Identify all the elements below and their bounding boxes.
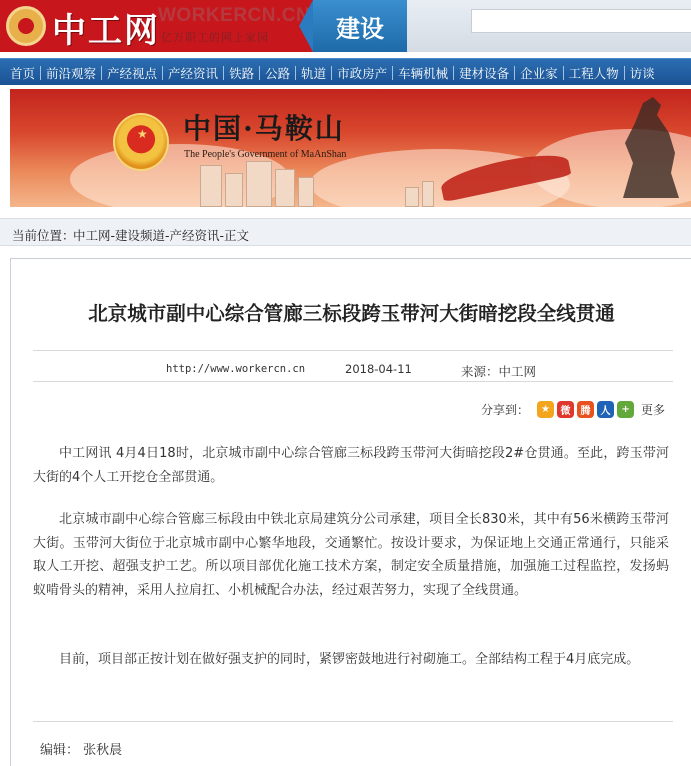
- channel-label: 建设: [336, 15, 384, 43]
- nav-item[interactable]: 前沿观察: [46, 65, 97, 81]
- channel-tab[interactable]: [313, 0, 407, 52]
- banner-building: [422, 181, 434, 207]
- nav-separator: [453, 66, 454, 80]
- banner-building: [275, 169, 295, 207]
- nav-separator: [259, 66, 260, 80]
- nav-item[interactable]: 轨道: [301, 65, 327, 81]
- nav-item[interactable]: 产经资讯: [168, 65, 219, 81]
- nav-separator: [563, 66, 564, 80]
- national-emblem-icon: ★: [113, 113, 169, 171]
- nav-item[interactable]: 首页: [10, 65, 36, 81]
- weibo-icon[interactable]: 微: [557, 401, 574, 418]
- main-nav: [0, 58, 691, 85]
- logo-slogan: 亿万职工的网上家园: [161, 31, 269, 44]
- tencent-icon[interactable]: 腾: [577, 401, 594, 418]
- qzone-icon[interactable]: ★: [537, 401, 554, 418]
- nav-separator: [624, 66, 625, 80]
- share-icons: [537, 401, 637, 418]
- nav-item[interactable]: 市政房产: [337, 65, 388, 81]
- search-input[interactable]: [471, 9, 691, 33]
- banner-building: [225, 173, 243, 207]
- article-editor: 编辑： 张秋晨: [40, 743, 123, 758]
- nav-separator: [514, 66, 515, 80]
- share-label: 分享到：: [481, 403, 530, 417]
- banner-building: [405, 187, 419, 207]
- article-paragraph: 中工网讯 4月4日18时，北京城市副中心综合管廊三标段跨玉带河大街暗挖段2#仓贯通。至此，跨玉带河大街的4个人工开挖仓全部贯通。: [33, 446, 669, 485]
- nav-item[interactable]: 铁路: [229, 65, 255, 81]
- nav-separator: [162, 66, 163, 80]
- search-area: [407, 0, 691, 52]
- nav-item[interactable]: 工程人物: [568, 65, 619, 81]
- article-url[interactable]: http://www.workercn.cn: [166, 363, 306, 375]
- article-date: 2018-04-11: [345, 362, 412, 376]
- plus-icon[interactable]: +: [617, 401, 634, 418]
- article-paragraph: 北京城市副中心综合管廊三标段由中铁北京局建筑分公司承建，项目全长830米，其中有56米横跨玉带河大街。玉带河大街位于北京城市副中心繁华地段，交通繁忙。按设计要求，为保证地上交通正常通行，只能采取人工开挖、超强支护工艺。所以项目部优化施工技术方案，制定安全质量措施，加强施工过程监控，发扬蚂蚁啃骨头的精神，采用人拉肩扛、小机械配合办法，经过艰苦努力，实现了全线贯通。: [33, 512, 669, 598]
- divider: [33, 721, 673, 722]
- share-bar: [481, 401, 665, 418]
- banner-building: [200, 165, 222, 207]
- breadcrumb-path[interactable]: 中工网-建设频道-产经资讯-正文: [73, 228, 250, 243]
- breadcrumb: [0, 218, 691, 246]
- nav-separator: [101, 66, 102, 80]
- article-source: 来源：中工网: [461, 364, 537, 379]
- site-logo[interactable]: [0, 0, 313, 52]
- banner-building: [246, 161, 272, 207]
- breadcrumb-label: 当前位置：: [12, 228, 75, 243]
- nav-separator: [392, 66, 393, 80]
- nav-item[interactable]: 车辆机械: [398, 65, 449, 81]
- article-paragraph: 目前，项目部正按计划在做好强支护的同时，紧锣密鼓地进行衬砌施工。全部结构工程于4月底完成。: [59, 652, 640, 667]
- share-more-link[interactable]: 更多: [641, 403, 666, 417]
- horse-statue-icon: [613, 93, 683, 203]
- nav-item[interactable]: 企业家: [520, 65, 558, 81]
- article-panel: [10, 258, 691, 766]
- banner-title: 中国·马鞍山: [183, 112, 345, 145]
- divider: [33, 350, 673, 351]
- nav-list: [0, 59, 691, 86]
- nav-separator: [223, 66, 224, 80]
- nav-item[interactable]: 公路: [265, 65, 291, 81]
- article-title: 北京城市副中心综合管廊三标段跨玉带河大街暗挖段全线贯通: [88, 302, 615, 325]
- logo-text-en: WORKERCN.CN: [158, 5, 311, 26]
- nav-item[interactable]: 产经视点: [107, 65, 158, 81]
- banner-ad[interactable]: [10, 89, 691, 207]
- renren-icon[interactable]: 人: [597, 401, 614, 418]
- nav-separator: [295, 66, 296, 80]
- logo-text-cn: 中工网: [52, 11, 160, 51]
- nav-separator: [331, 66, 332, 80]
- logo-emblem-icon: [6, 6, 46, 46]
- nav-separator: [40, 66, 41, 80]
- site-header: [0, 0, 691, 52]
- banner-building: [298, 177, 314, 207]
- nav-item[interactable]: 建材设备: [459, 65, 510, 81]
- divider: [33, 381, 673, 382]
- banner-subtitle: The People's Government of MaAnShan: [184, 149, 347, 160]
- nav-item[interactable]: 访谈: [629, 65, 655, 81]
